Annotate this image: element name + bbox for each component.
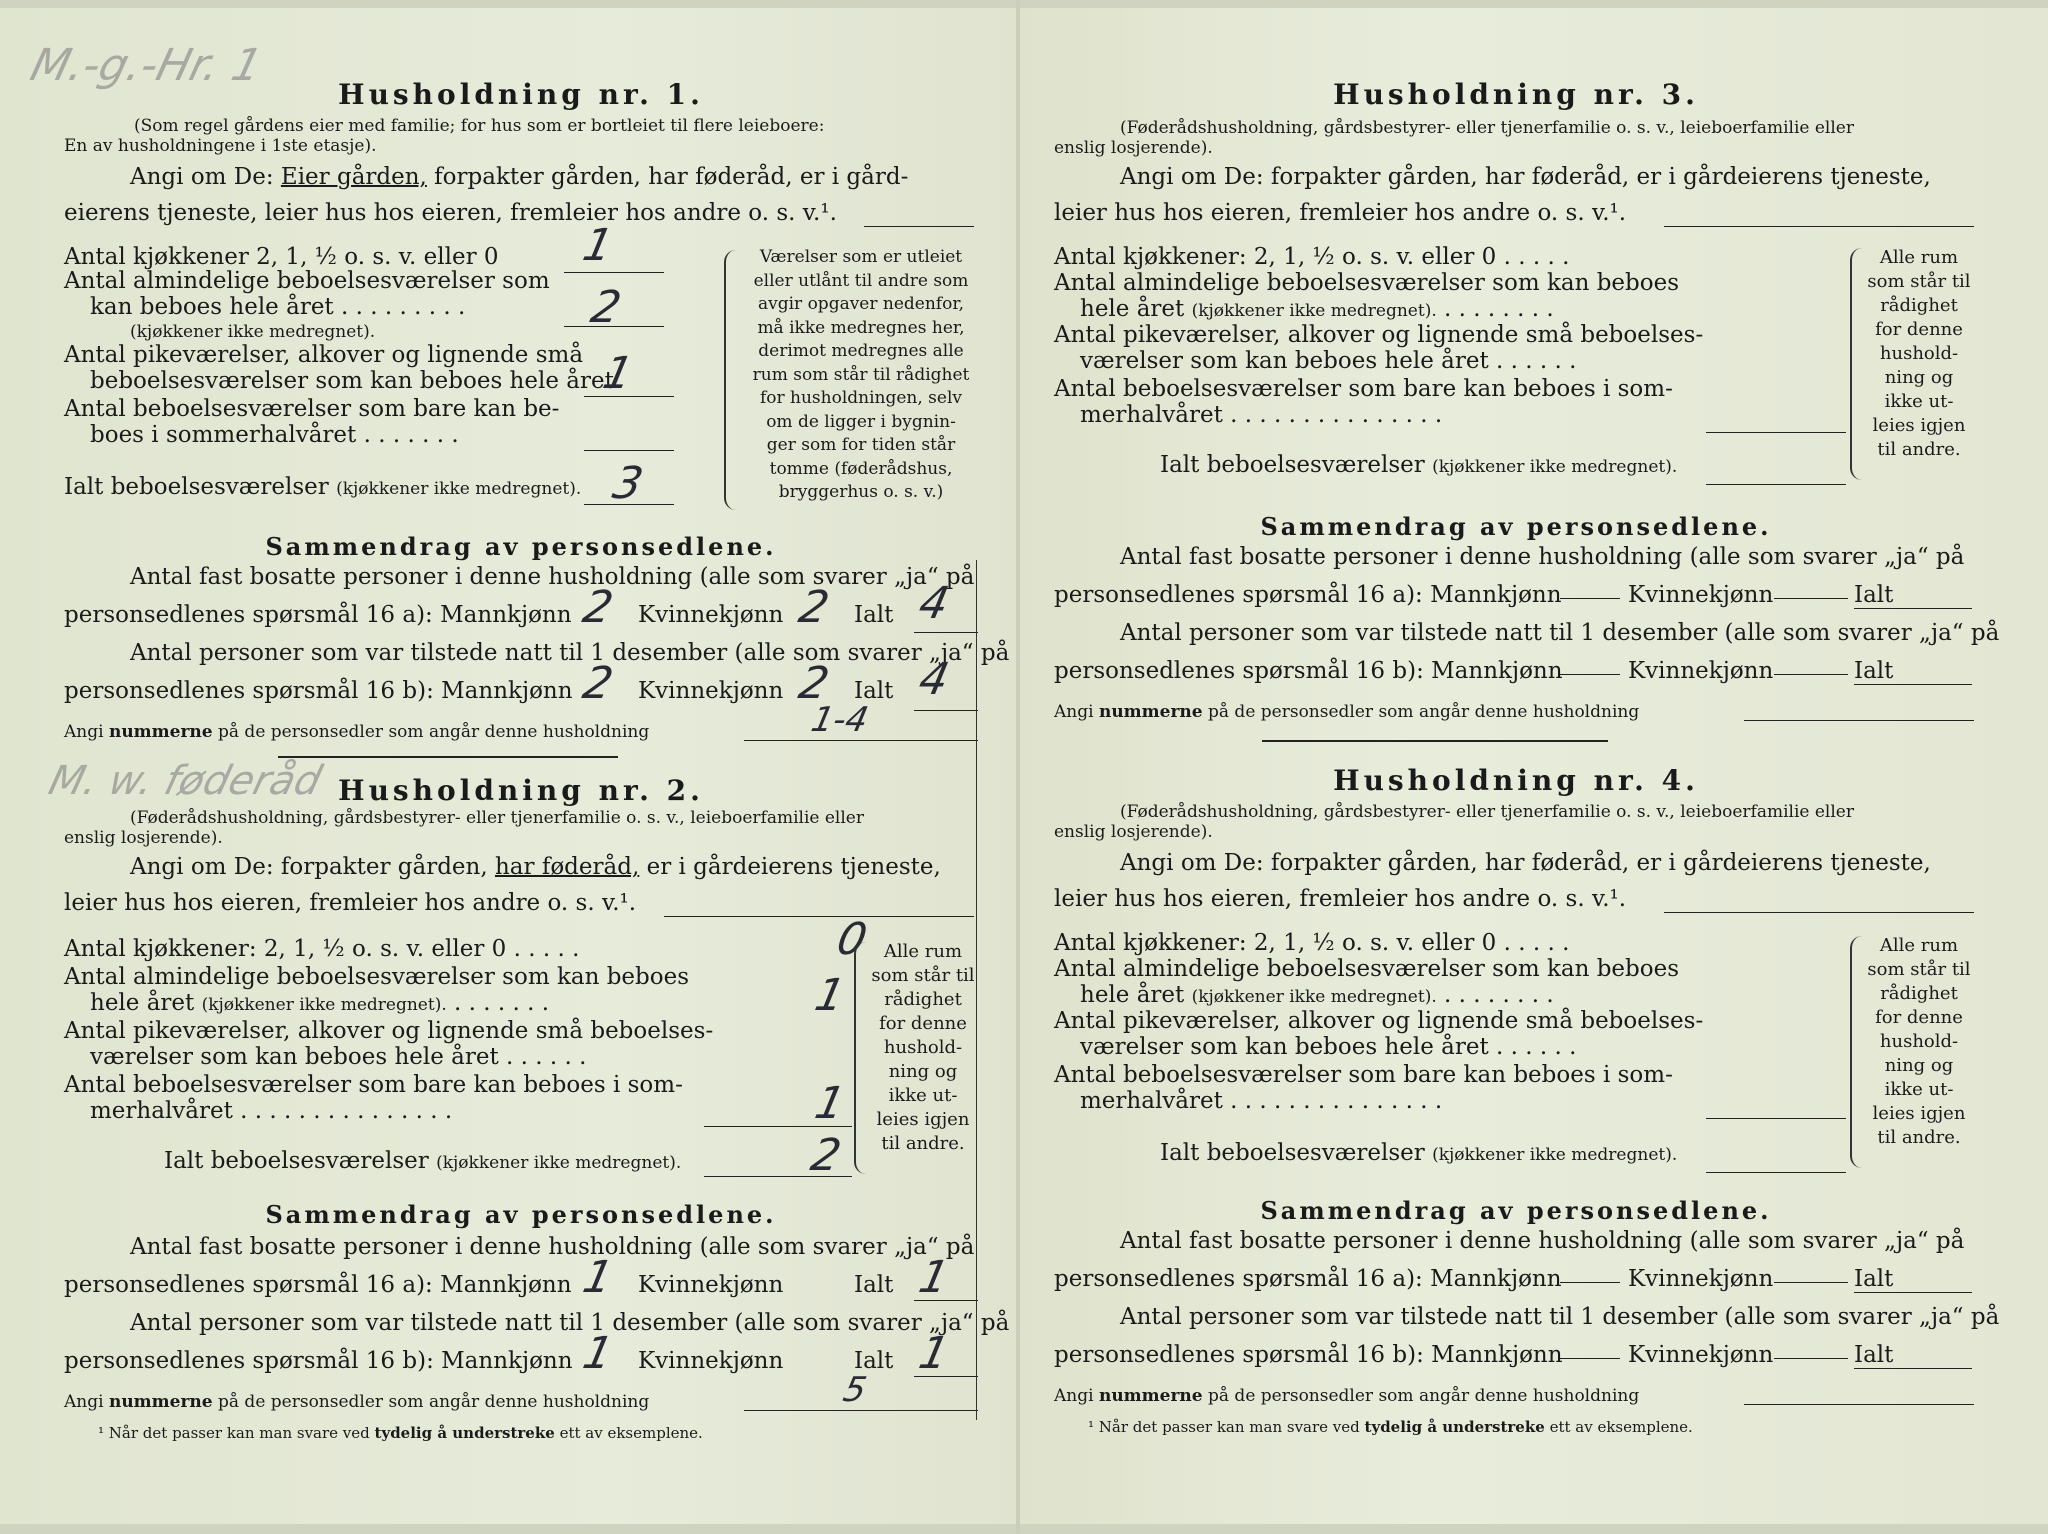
hh2-maid-rooms-label-2: værelser som kan beboes hele året . . . . . .: [90, 1044, 587, 1070]
hh3-summer-rooms-text: merhalvåret: [1080, 402, 1223, 428]
margin-note-top: M.-g.-Hr. 1: [25, 40, 268, 91]
hh2-total-rooms-value: 2: [806, 1130, 846, 1181]
hh4-s16b-label: personsedlenes spørsmål 16 b): Mannkjønn: [1054, 1342, 1563, 1368]
hh3-maid-rooms-text: værelser som kan beboes hele året: [1080, 348, 1489, 374]
hh1-summer-rooms-label-2: boes i sommerhalvåret . . . . . . .: [90, 422, 459, 448]
hh1-side-note-line: ger som for tiden står: [766, 435, 956, 455]
hh4-s16b-total-label: Ialt: [1854, 1342, 1894, 1368]
hh3-s16b-total-label: Ialt: [1854, 658, 1894, 684]
hh1-kitchens-label: Antal kjøkkener 2, 1, ½ o. s. v. eller 0: [64, 244, 499, 270]
hh2-angi-line-2: leier hus hos eieren, fremleier hos andre o. s. v.¹.: [64, 890, 637, 916]
hh2-rooms-label-2-text: hele året: [90, 990, 195, 1016]
hh1-maid-rooms-label-1: Antal pikeværelser, alkover og lignende små: [64, 342, 584, 368]
hh3-angi-line-2: leier hus hos eieren, fremleier hos andre o. s. v.¹.: [1054, 200, 1627, 226]
hh4-s16b-female-line: [1774, 1358, 1848, 1359]
hh3-s16b-male-line: [1560, 674, 1620, 675]
hh2-s16a-male: 1: [578, 1252, 618, 1303]
hh4-summary-line-3: Antal personer som var tilstede natt til 1 desember (alle som svarer „ja“ på: [1120, 1304, 2000, 1330]
hh2-maid-rooms-label-1: Antal pikeværelser, alkover og lignende små beboelses-: [64, 1018, 714, 1044]
right-divider: [1262, 740, 1608, 742]
hh1-side-note-line: tomme (føderådshus,: [769, 458, 953, 479]
hh1-s16a-female-label: Kvinnekjønn: [638, 602, 784, 628]
hh1-rooms-label-1: Antal almindelige beboelsesværelser som: [64, 268, 550, 294]
hh3-s16a-female-line: [1774, 598, 1848, 599]
hh2-summer-rooms-text: merhalvåret: [90, 1098, 233, 1124]
hh3-s16a-total-label: Ialt: [1854, 582, 1894, 608]
hh4-footnote-c: ett av eksemplene.: [1549, 1418, 1693, 1436]
hh4-side-note-line: som står til: [1867, 959, 1971, 980]
hh2-maid-rooms-text: værelser som kan beboes hele året: [90, 1044, 499, 1070]
hh3-angi-numbers-line: [1744, 720, 1974, 721]
hh4-s16a-total-label: Ialt: [1854, 1266, 1894, 1292]
hh1-s16a-line: [914, 632, 978, 633]
hh2-note-1: (Føderådshusholdning, gårdsbestyrer- eller tjenerfamilie o. s. v., leieboerfamilie eller: [130, 808, 864, 828]
hh3-kitchens-label: Antal kjøkkener: 2, 1, ½ o. s. v. eller 0 . . . . .: [1054, 244, 1570, 270]
hh4-angi-numbers-a: Angi: [1054, 1386, 1094, 1406]
hh3-s16b-female-label: Kvinnekjønn: [1628, 658, 1774, 684]
hh3-side-note-line: ikke ut-: [1884, 391, 1954, 412]
hh2-summer-rooms-label-1: Antal beboelsesværelser som bare kan beboes i som-: [64, 1072, 683, 1098]
hh1-maid-rooms-line: [584, 396, 674, 397]
hh1-note-2: En av husholdningene i 1ste etasje).: [64, 136, 377, 156]
hh2-rooms-label-2: hele året (kjøkkener ikke medregnet). . . . . . . .: [90, 990, 550, 1016]
hh2-summer-rooms-value: 1: [810, 1078, 850, 1129]
hh2-angi-line-1: [130, 852, 941, 882]
hh3-rooms-label-2-text: hele året: [1080, 296, 1185, 322]
hh2-summer-rooms-label-2: merhalvåret . . . . . . . . . . . . . . .: [90, 1098, 453, 1124]
hh4-note-2: enslig losjerende).: [1054, 822, 1213, 842]
hh2-side-note-line: som står til: [871, 965, 975, 986]
hh3-s16b-female-line: [1774, 674, 1848, 675]
hh3-side-note-line: ning og: [1884, 367, 1954, 388]
hh4-s16a-female-label: Kvinnekjønn: [1628, 1266, 1774, 1292]
hh2-rooms-value: 1: [810, 970, 850, 1021]
hh2-side-note-line: ikke ut-: [888, 1085, 958, 1106]
hh3-side-note-line: rådighet: [1880, 295, 1958, 316]
household-3: [1054, 70, 2000, 740]
hh1-total-rooms-value: 3: [608, 458, 648, 509]
hh2-summary-line-1: Antal fast bosatte personer i denne husholdning (alle som svarer „ja“ på: [130, 1234, 975, 1260]
hh2-angi-line: [664, 916, 974, 917]
hh4-maid-rooms-label-2: værelser som kan beboes hele året . . . . . .: [1080, 1034, 1577, 1060]
hh3-side-note-line: leies igjen: [1872, 415, 1966, 436]
hh3-maid-rooms-label-2: værelser som kan beboes hele året . . . . . .: [1080, 348, 1577, 374]
hh1-summary-line-1: Antal fast bosatte personer i denne husholdning (alle som svarer „ja“ på: [130, 564, 975, 590]
hh1-angi-selected: Eier gården,: [280, 164, 427, 190]
hh3-side-note: [1860, 246, 1978, 462]
hh4-s16b-female-label: Kvinnekjønn: [1628, 1342, 1774, 1368]
hh1-angi-numbers-line: [744, 740, 978, 741]
household-3-title: Husholdning nr. 3.: [1333, 78, 1699, 111]
hh4-angi-numbers-b: nummerne: [1098, 1386, 1203, 1406]
hh3-summary-title: Sammendrag av personsedlene.: [1260, 512, 1772, 541]
hh4-summer-rooms-line: [1706, 1118, 1846, 1119]
hh1-summary-line-3: Antal personer som var tilstede natt til 1 desember (alle som svarer „ja“ på: [130, 640, 1010, 666]
hh1-total-rooms-text: Ialt beboelsesværelser: [64, 474, 329, 500]
hh2-s16a-total: 1: [914, 1252, 954, 1303]
hh4-angi-numbers-c: på de personsedler som angår denne husholdning: [1208, 1386, 1640, 1406]
hh4-total-rooms-text: Ialt beboelsesværelser: [1160, 1140, 1425, 1166]
hh3-total-rooms-line: [1706, 484, 1846, 485]
hh4-kitchens-label: Antal kjøkkener: 2, 1, ½ o. s. v. eller 0 . . . . .: [1054, 930, 1570, 956]
hh2-side-note-line: for denne: [879, 1013, 967, 1034]
hh2-kitchens-text: Antal kjøkkener: 2, 1, ½ o. s. v. eller 0: [64, 936, 507, 962]
hh1-total-rooms-line: [584, 504, 674, 505]
hh2-kitchens-label: Antal kjøkkener: 2, 1, ½ o. s. v. eller 0 . . . . .: [64, 936, 580, 962]
hh1-side-note-line: må ikke medregnes her,: [757, 317, 965, 338]
hh2-footnote-b: tydelig å understreke: [374, 1424, 555, 1442]
hh2-side-note-line: rådighet: [884, 989, 962, 1010]
hh4-side-note-line: ikke ut-: [1884, 1079, 1954, 1100]
hh1-side-note-line: eller utlånt til andre som: [753, 270, 969, 291]
hh4-summary-line-1: Antal fast bosatte personer i denne husholdning (alle som svarer „ja“ på: [1120, 1228, 1965, 1254]
hh1-rooms-label-2-text: kan beboes hele året: [90, 294, 334, 320]
hh2-s16a-label: personsedlenes spørsmål 16 a): Mannkjønn: [64, 1272, 572, 1298]
hh3-s16a-line: [1854, 608, 1972, 609]
hh3-summary-line-1: Antal fast bosatte personer i denne husholdning (alle som svarer „ja“ på: [1120, 544, 1965, 570]
hh2-s16b-total: 1: [914, 1328, 954, 1379]
hh1-s16b-line: [914, 710, 978, 711]
hh1-kitchens-line: [564, 272, 664, 273]
household-1-title: Husholdning nr. 1.: [338, 78, 704, 111]
hh2-angi-numbers: [64, 1392, 649, 1413]
hh1-side-note-line: avgir opgaver nedenfor,: [757, 294, 964, 314]
hh4-side-note-line: til andre.: [1877, 1127, 1961, 1148]
hh1-maid-rooms-label-2: beboelsesværelser som kan beboes hele året: [90, 368, 614, 394]
hh3-angi-line: [1664, 226, 1974, 227]
hh4-s16b-male-line: [1560, 1358, 1620, 1359]
hh4-side-note-line: rådighet: [1880, 983, 1958, 1004]
hh1-summary-title: Sammendrag av personsedlene.: [265, 532, 777, 561]
hh1-angi-rest: forpakter gården, har føderåd, er i gård-: [434, 164, 909, 190]
hh1-total-rooms-note: (kjøkkener ikke medregnet).: [336, 479, 582, 499]
hh4-kitchens-text: Antal kjøkkener: 2, 1, ½ o. s. v. eller 0: [1054, 930, 1497, 956]
hh1-note-1: (Som regel gårdens eier med familie; for hus som er bortleiet til flere leieboere:: [134, 116, 825, 136]
hh4-rooms-label-2-text: hele året: [1080, 982, 1185, 1008]
hh2-s16b-total-label: Ialt: [854, 1348, 894, 1374]
hh2-side-note-line: til andre.: [881, 1133, 965, 1154]
hh2-s16a-line: [914, 1300, 978, 1301]
hh1-angi-line-1: [130, 162, 908, 192]
hh1-total-rooms-label: [64, 472, 581, 502]
hh3-s16a-label: personsedlenes spørsmål 16 a): Mannkjønn: [1054, 582, 1562, 608]
hh3-summary-line-3: Antal personer som var tilstede natt til 1 desember (alle som svarer „ja“ på: [1120, 620, 2000, 646]
hh4-footnote-a: ¹ Når det passer kan man svare ved: [1088, 1418, 1360, 1436]
hh1-s16b-male: 2: [578, 658, 618, 709]
hh2-angi-numbers-value: 5: [839, 1370, 870, 1410]
household-2-title: Husholdning nr. 2.: [338, 774, 704, 807]
hh2-footnote: [98, 1424, 703, 1442]
bottom-edge: [0, 1524, 2048, 1534]
hh2-side-note-line: Alle rum: [883, 941, 963, 962]
hh2-footnote-a: ¹ Når det passer kan man svare ved: [98, 1424, 370, 1442]
hh1-rooms-line: [564, 326, 664, 327]
hh1-s16a-label: personsedlenes spørsmål 16 a): Mannkjønn: [64, 602, 572, 628]
hh2-angi-numbers-line: [744, 1410, 978, 1411]
hh2-angi-prefix: Angi om De: forpakter gården,: [130, 854, 488, 880]
household-1: [64, 70, 1010, 742]
hh2-angi-numbers-a: Angi: [64, 1392, 104, 1412]
hh1-angi-prefix: Angi om De:: [130, 164, 274, 190]
hh3-rooms-note: (kjøkkener ikke medregnet).: [1191, 301, 1437, 321]
hh4-side-note-line: leies igjen: [1872, 1103, 1966, 1124]
hh4-s16a-male-line: [1560, 1282, 1620, 1283]
hh1-side-note-line: bryggerhus o. s. v.): [778, 482, 944, 502]
hh1-angi-numbers-c: på de personsedler som angår denne husholdning: [218, 722, 650, 742]
hh1-s16b-female: 2: [794, 658, 834, 709]
hh3-note-1: (Føderådshusholdning, gårdsbestyrer- eller tjenerfamilie o. s. v., leieboerfamilie eller: [1120, 118, 1854, 138]
hh2-total-rooms-line: [704, 1176, 852, 1177]
hh1-angi-numbers-a: Angi: [64, 722, 104, 742]
hh2-summer-rooms-line: [704, 1126, 852, 1127]
hh1-angi-numbers-value: 1-4: [807, 700, 872, 740]
hh3-kitchens-text: Antal kjøkkener: 2, 1, ½ o. s. v. eller 0: [1054, 244, 1497, 270]
hh4-total-rooms-line: [1706, 1172, 1846, 1173]
hh3-side-note-line: Alle rum: [1879, 247, 1959, 268]
hh1-side-note-line: rum som står til rådighet: [752, 364, 970, 385]
hh2-s16b-female-label: Kvinnekjønn: [638, 1348, 784, 1374]
hh1-summer-rooms-label-2-text: boes i sommerhalvåret: [90, 422, 357, 448]
hh1-rooms-label-2: kan beboes hele året . . . . . . . . .: [90, 294, 466, 320]
hh2-summary-line-3: Antal personer som var tilstede natt til 1 desember (alle som svarer „ja“ på: [130, 1310, 1010, 1336]
hh3-summer-rooms-line: [1706, 432, 1846, 433]
hh1-rooms-value: 2: [586, 282, 626, 333]
hh3-angi-numbers: [1054, 702, 1639, 723]
hh4-maid-rooms-label-1: Antal pikeværelser, alkover og lignende små beboelses-: [1054, 1008, 1704, 1034]
hh1-side-note: [736, 246, 986, 505]
hh4-total-rooms-label: [1160, 1138, 1677, 1168]
hh3-maid-rooms-label-1: Antal pikeværelser, alkover og lignende små beboelses-: [1054, 322, 1704, 348]
hh4-side-note-line: hushold-: [1879, 1031, 1959, 1052]
hh4-total-rooms-note: (kjøkkener ikke medregnet).: [1432, 1145, 1678, 1165]
hh3-summer-rooms-label-2: merhalvåret . . . . . . . . . . . . . . .: [1080, 402, 1443, 428]
hh1-s16b-total: 4: [914, 654, 954, 705]
hh3-angi-numbers-a: Angi: [1054, 702, 1094, 722]
hh2-kitchens-value: 0: [832, 914, 872, 965]
household-2: [64, 766, 1010, 1446]
household-4-title: Husholdning nr. 4.: [1333, 764, 1699, 797]
hh2-angi-numbers-c: på de personsedler som angår denne husholdning: [218, 1392, 650, 1412]
hh4-rooms-label-2: hele året (kjøkkener ikke medregnet). . . . . . . . .: [1080, 982, 1554, 1008]
hh3-side-note-line: som står til: [1867, 271, 1971, 292]
hh1-side-note-line: for husholdningen, selv: [759, 388, 963, 408]
hh3-rooms-label-2: hele året (kjøkkener ikke medregnet). . . . . . . . .: [1080, 296, 1554, 322]
hh2-s16b-male: 1: [578, 1328, 618, 1379]
hh2-s16a-total-label: Ialt: [854, 1272, 894, 1298]
top-edge: [0, 0, 2048, 8]
hh2-rooms-note: (kjøkkener ikke medregnet).: [201, 995, 447, 1015]
hh1-angi-line-2: eierens tjeneste, leier hus hos eieren, fremleier hos andre o. s. v.¹.: [64, 200, 837, 226]
hh4-angi-line: [1664, 912, 1974, 913]
hh4-summer-rooms-label-2: merhalvåret . . . . . . . . . . . . . . .: [1080, 1088, 1443, 1114]
hh2-s16b-label: personsedlenes spørsmål 16 b): Mannkjønn: [64, 1348, 573, 1374]
hh4-s16a-label: personsedlenes spørsmål 16 a): Mannkjønn: [1054, 1266, 1562, 1292]
hh2-angi-rest: er i gårdeierens tjeneste,: [646, 854, 941, 880]
hh2-side-note-line: leies igjen: [876, 1109, 970, 1130]
hh1-summer-rooms-line: [584, 450, 674, 451]
hh4-s16b-line: [1854, 1368, 1972, 1369]
hh1-s16b-label: personsedlenes spørsmål 16 b): Mannkjønn: [64, 678, 573, 704]
hh1-s16b-female-label: Kvinnekjønn: [638, 678, 784, 704]
hh3-side-note-line: til andre.: [1877, 439, 1961, 460]
hh3-angi-line-1: Angi om De: forpakter gården, har føderåd, er i gårdeierens tjeneste,: [1120, 164, 1931, 190]
hh2-angi-numbers-b: nummerne: [108, 1392, 213, 1412]
hh2-summary-title: Sammendrag av personsedlene.: [265, 1200, 777, 1229]
left-margin-rule: [976, 560, 977, 1420]
hh2-footnote-c: ett av eksemplene.: [559, 1424, 703, 1442]
hh4-angi-line-2: leier hus hos eieren, fremleier hos andre o. s. v.¹.: [1054, 886, 1627, 912]
hh1-angi-line: [864, 226, 974, 227]
hh1-s16a-male: 2: [578, 582, 618, 633]
hh3-summer-rooms-label-1: Antal beboelsesværelser som bare kan beboes i som-: [1054, 376, 1673, 402]
hh2-total-rooms-label: [164, 1146, 681, 1176]
hh3-s16a-female-label: Kvinnekjønn: [1628, 582, 1774, 608]
hh1-side-note-line: Værelser som er utleiet: [759, 247, 963, 267]
hh3-s16a-male-line: [1560, 598, 1620, 599]
hh2-note-2: enslig losjerende).: [64, 828, 223, 848]
hh3-s16b-line: [1854, 684, 1972, 685]
hh4-summary-title: Sammendrag av personsedlene.: [1260, 1196, 1772, 1225]
hh4-footnote: [1088, 1418, 1693, 1436]
hh3-total-rooms-text: Ialt beboelsesværelser: [1160, 452, 1425, 478]
hh1-summer-rooms-label-1: Antal beboelsesværelser som bare kan be-: [64, 396, 560, 422]
hh3-angi-numbers-c: på de personsedler som angår denne husholdning: [1208, 702, 1640, 722]
hh4-angi-numbers-line: [1744, 1404, 1974, 1405]
page-fold: [1016, 0, 1020, 1534]
hh4-angi-numbers: [1054, 1386, 1639, 1407]
hh2-side-note-line: hushold-: [883, 1037, 963, 1058]
hh1-s16a-total: 4: [914, 578, 954, 629]
hh4-footnote-b: tydelig å understreke: [1364, 1418, 1545, 1436]
hh3-angi-numbers-b: nummerne: [1098, 702, 1203, 722]
hh4-rooms-label-1: Antal almindelige beboelsesværelser som kan beboes: [1054, 956, 1680, 982]
hh2-rooms-label-1: Antal almindelige beboelsesværelser som kan beboes: [64, 964, 690, 990]
hh2-total-rooms-text: Ialt beboelsesværelser: [164, 1148, 429, 1174]
hh4-s16a-line: [1854, 1292, 1972, 1293]
hh1-side-note-line: derimot medregnes alle: [758, 341, 964, 361]
hh1-s16a-female: 2: [794, 582, 834, 633]
hh1-kitchens-value: 1: [578, 220, 618, 271]
hh4-maid-rooms-text: værelser som kan beboes hele året: [1080, 1034, 1489, 1060]
hh2-s16a-female-label: Kvinnekjønn: [638, 1272, 784, 1298]
hh4-note-1: (Føderådshusholdning, gårdsbestyrer- eller tjenerfamilie o. s. v., leieboerfamilie eller: [1120, 802, 1854, 822]
hh3-total-rooms-label: [1160, 450, 1677, 480]
hh4-side-note-line: Alle rum: [1879, 935, 1959, 956]
hh4-angi-line-1: Angi om De: forpakter gården, har føderåd, er i gårdeierens tjeneste,: [1120, 850, 1931, 876]
hh1-angi-numbers-b: nummerne: [108, 722, 213, 742]
hh1-s16a-total-label: Ialt: [854, 602, 894, 628]
hh4-side-note-line: ning og: [1884, 1055, 1954, 1076]
hh4-s16a-female-line: [1774, 1282, 1848, 1283]
left-divider: [278, 756, 618, 758]
hh1-s16b-total-label: Ialt: [854, 678, 894, 704]
hh4-side-note: [1860, 934, 1978, 1150]
hh2-side-note-line: ning og: [888, 1061, 958, 1082]
hh3-side-note-line: for denne: [1875, 319, 1963, 340]
hh4-summer-rooms-text: merhalvåret: [1080, 1088, 1223, 1114]
hh2-side-note: [864, 940, 982, 1156]
hh3-note-2: enslig losjerende).: [1054, 138, 1213, 158]
hh3-side-note-line: hushold-: [1879, 343, 1959, 364]
hh1-angi-numbers: [64, 722, 649, 743]
hh4-rooms-note: (kjøkkener ikke medregnet).: [1191, 987, 1437, 1007]
hh3-rooms-label-1: Antal almindelige beboelsesværelser som kan beboes: [1054, 270, 1680, 296]
margin-note-mid: M. w. føderåd: [44, 758, 327, 804]
hh2-total-rooms-note: (kjøkkener ikke medregnet).: [436, 1153, 682, 1173]
hh1-side-note-line: om de ligger i bygnin-: [766, 411, 956, 432]
hh1-maid-rooms-value: 1: [598, 348, 638, 399]
hh4-summer-rooms-label-1: Antal beboelsesværelser som bare kan beboes i som-: [1054, 1062, 1673, 1088]
hh2-angi-selected: har føderåd,: [494, 854, 640, 880]
hh3-total-rooms-note: (kjøkkener ikke medregnet).: [1432, 457, 1678, 477]
household-4: [1054, 756, 2000, 1446]
hh3-s16b-label: personsedlenes spørsmål 16 b): Mannkjønn: [1054, 658, 1563, 684]
hh4-side-note-line: for denne: [1875, 1007, 1963, 1028]
hh1-summary-line-2: [64, 600, 572, 630]
hh2-s16b-line: [914, 1376, 978, 1377]
hh1-rooms-note: (kjøkkener ikke medregnet).: [130, 322, 376, 342]
